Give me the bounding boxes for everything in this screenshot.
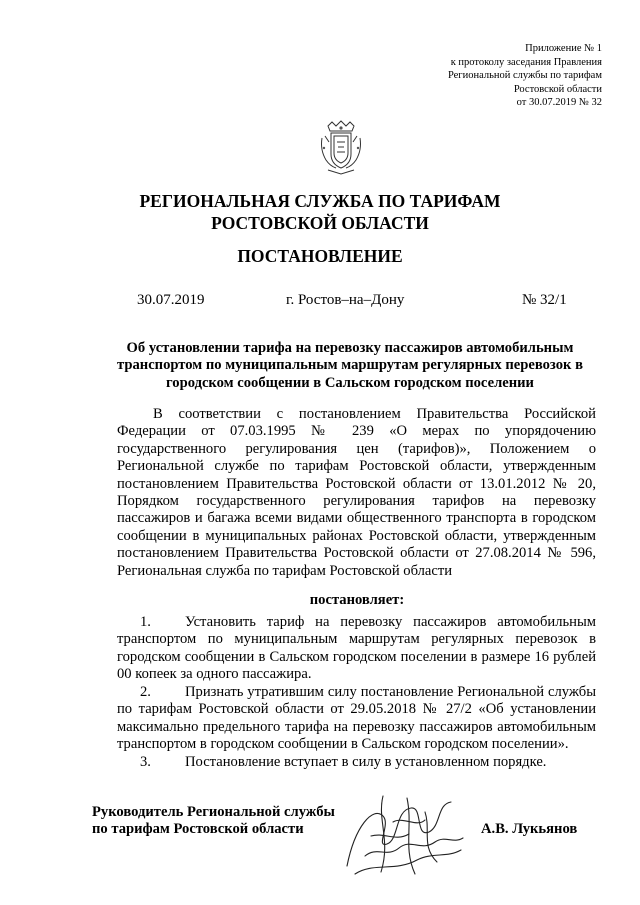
signatory-title xyxy=(92,804,335,839)
item-text: Признать утратившим силу постановление Региональной службы по тарифам Ростовской области от 29.05.2018 № 27/2 «Об установлении максимально предельного тарифа на перевозку пассажиров автомобильным транспортом в городском сообщении в Сальском городском поселении». xyxy=(117,684,596,753)
signatory-title-line: Руководитель Региональной службы xyxy=(92,804,335,820)
appendix-line: к протоколу заседания Правления xyxy=(450,56,602,68)
signature-icon xyxy=(325,786,475,886)
preamble-paragraph: В соответствии с постановлением Правительства Российской Федерации от 07.03.1995 № 239 «О мерах по упорядочению государственного регулирования цен (тарифов)», Положением о Региональной службе по тарифам Ростовской области, утвержденным постановлением Правительства Ростовской области от 13.01.2012 № 20, Порядком государственного регулирования тарифов на перевозку пассажиров и багажа всеми видами общественного транспорта в городском сообщении в муниципальных районах Ростовской области, утвержденным постановлением Правительства Ростовской области от 27.08.2014 № 596, Региональная служба по тарифам Ростовской области xyxy=(117,406,596,579)
item-number: 1. xyxy=(140,614,151,630)
decree-word: постановляет: xyxy=(309,592,405,608)
issuing-organization xyxy=(0,190,640,234)
item-number: 2. xyxy=(140,684,151,700)
signatory-title-line: по тарифам Ростовской области xyxy=(92,821,304,838)
appendix-line: Региональной службы по тарифам xyxy=(447,70,602,82)
document-type: ПОСТАНОВЛЕНИЕ xyxy=(237,246,403,266)
document-city: г. Ростов–на–Дону xyxy=(286,292,405,308)
document-subject: Об установлении тарифа на перевозку пассажиров автомобильным транспортом по муниципальным маршрутам регулярных перевозок в городском сообщении в Сальском городском поселении xyxy=(117,340,583,391)
document-date: 30.07.2019 xyxy=(137,292,205,308)
appendix-line: от 30.07.2019 № 32 xyxy=(516,97,602,109)
org-line: РЕГИОНАЛЬНАЯ СЛУЖБА ПО ТАРИФАМ xyxy=(139,191,501,211)
appendix-note xyxy=(382,42,602,110)
item-text: Установить тариф на перевозку пассажиров автомобильным транспортом по муниципальным маршрутам регулярных перевозок в городском сообщении в Сальском городском поселении в размере 16 рублей 00 копеек за одного пассажира. xyxy=(117,614,596,683)
appendix-line: Приложение № 1 xyxy=(525,43,602,54)
item-text: Постановление вступает в силу в установленном порядке. xyxy=(185,754,547,770)
list-item xyxy=(117,754,596,771)
org-line: РОСТОВСКОЙ ОБЛАСТИ xyxy=(211,213,429,233)
appendix-line: Ростовской области xyxy=(513,83,602,95)
list-item xyxy=(117,614,596,684)
item-number: 3. xyxy=(140,754,151,770)
coat-of-arms-icon xyxy=(318,120,364,176)
list-item xyxy=(117,684,596,754)
document-number: № 32/1 xyxy=(522,292,567,308)
signatory-name: А.В. Лукьянов xyxy=(481,821,578,837)
